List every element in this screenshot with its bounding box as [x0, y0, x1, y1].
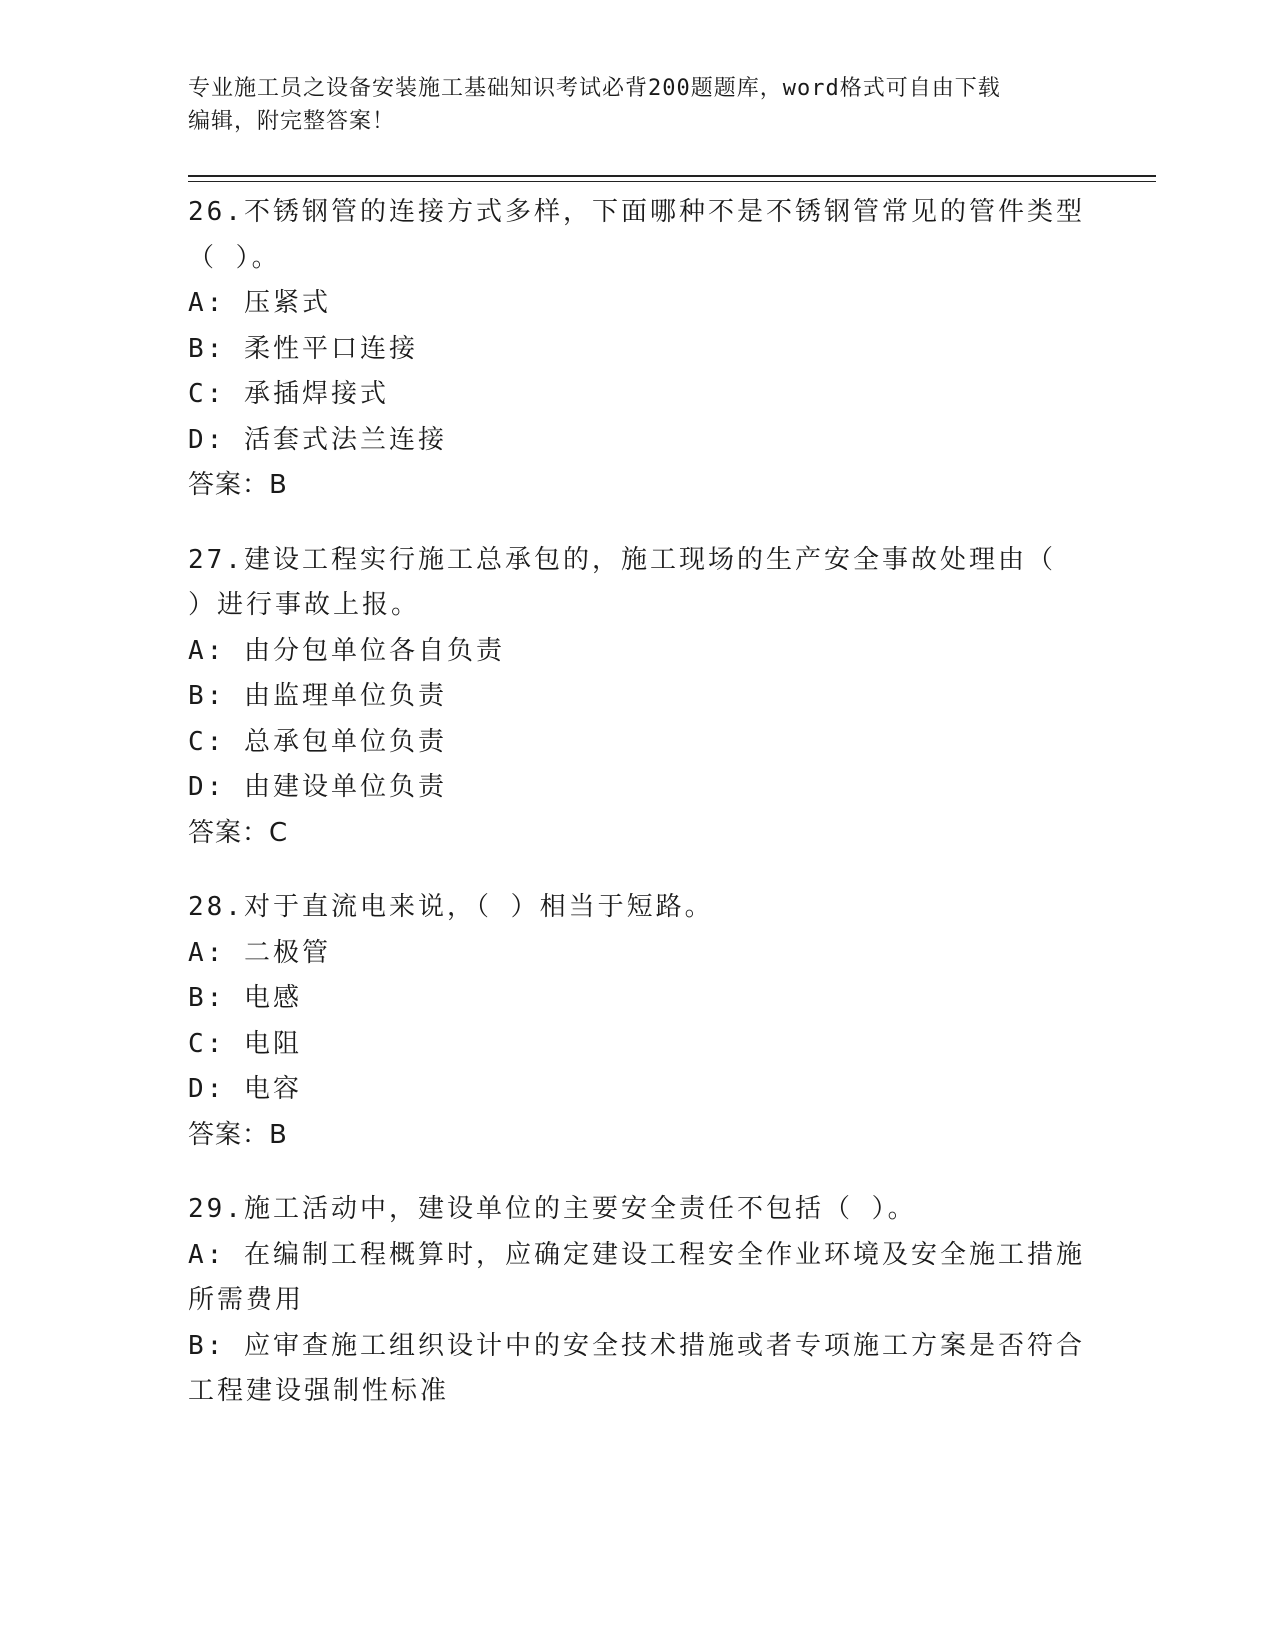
question-stem: ）进行事故上报。 [188, 590, 421, 620]
document-header [188, 72, 1068, 138]
option-c: C: 总承包单位负责 [188, 726, 447, 757]
question-list [188, 190, 1088, 1444]
question-28 [188, 885, 1088, 1158]
question-stem: 26.不锈钢管的连接方式多样，下面哪种不是不锈钢管常见的管件类型 [188, 197, 1085, 227]
option-b-continued: 工程建设强制性标准 [188, 1376, 450, 1406]
option-d: D: 由建设单位负责 [188, 772, 447, 802]
option-a: A: 由分包单位各自负责 [188, 635, 505, 666]
question-27 [188, 538, 1088, 857]
option-b: B: 柔性平口连接 [188, 333, 418, 364]
option-b: B: 电感 [188, 983, 302, 1013]
header-line-1: 专业施工员之设备安装施工基础知识考试必背200题题库，word格式可自由下载 [188, 76, 1001, 101]
question-29 [188, 1187, 1088, 1415]
option-b: B: 应审查施工组织设计中的安全技术措施或者专项施工方案是否符合 [188, 1330, 1085, 1361]
option-a: A: 在编制工程概算时，应确定建设工程安全作业环境及安全施工措施 [188, 1239, 1085, 1270]
answer-label: 答案：B [188, 1119, 288, 1150]
header-divider-thin [188, 181, 1156, 182]
question-stem: 29.施工活动中，建设单位的主要安全责任不包括（ ）。 [188, 1194, 917, 1224]
header-line-2: 编辑，附完整答案！ [188, 109, 396, 134]
option-b: B: 由监理单位负责 [188, 681, 447, 711]
question-26 [188, 190, 1088, 509]
option-a: A: 二极管 [188, 937, 331, 968]
question-stem: 28.对于直流电来说，（ ）相当于短路。 [188, 892, 714, 922]
header-divider-thick [188, 175, 1156, 177]
option-a-continued: 所需费用 [188, 1285, 305, 1315]
option-d: D: 电容 [188, 1074, 302, 1104]
option-c: C: 承插焊接式 [188, 379, 389, 409]
option-a: A: 压紧式 [188, 288, 331, 318]
question-stem: （ ）。 [188, 242, 281, 273]
option-c: C: 电阻 [188, 1028, 302, 1059]
answer-label: 答案：C [188, 817, 289, 848]
question-stem: 27.建设工程实行施工总承包的，施工现场的生产安全事故处理由（ [188, 544, 1056, 575]
option-d: D: 活套式法兰连接 [188, 424, 447, 455]
answer-label: 答案：B [188, 470, 288, 500]
